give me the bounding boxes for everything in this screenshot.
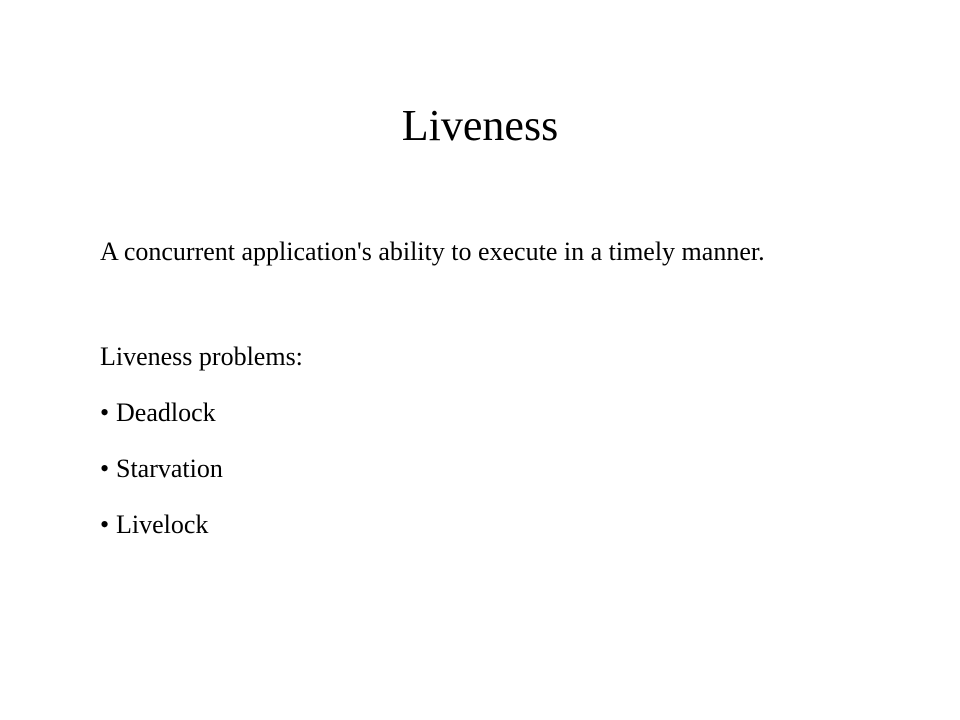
bullet-icon: • bbox=[100, 398, 110, 427]
problems-list bbox=[100, 396, 223, 564]
problem-label: Deadlock bbox=[116, 398, 216, 427]
problem-item-deadlock bbox=[100, 396, 223, 430]
bullet-icon: • bbox=[100, 454, 110, 483]
problem-label: Starvation bbox=[116, 454, 223, 483]
definition-text: A concurrent application's ability to execute in a timely manner. bbox=[100, 237, 765, 266]
problems-label: Liveness problems: bbox=[100, 342, 303, 371]
problem-label: Livelock bbox=[116, 510, 209, 539]
problem-item-livelock bbox=[100, 508, 223, 542]
bullet-icon: • bbox=[100, 510, 110, 539]
slide-title: Liveness bbox=[401, 101, 559, 150]
problem-item-starvation bbox=[100, 452, 223, 486]
